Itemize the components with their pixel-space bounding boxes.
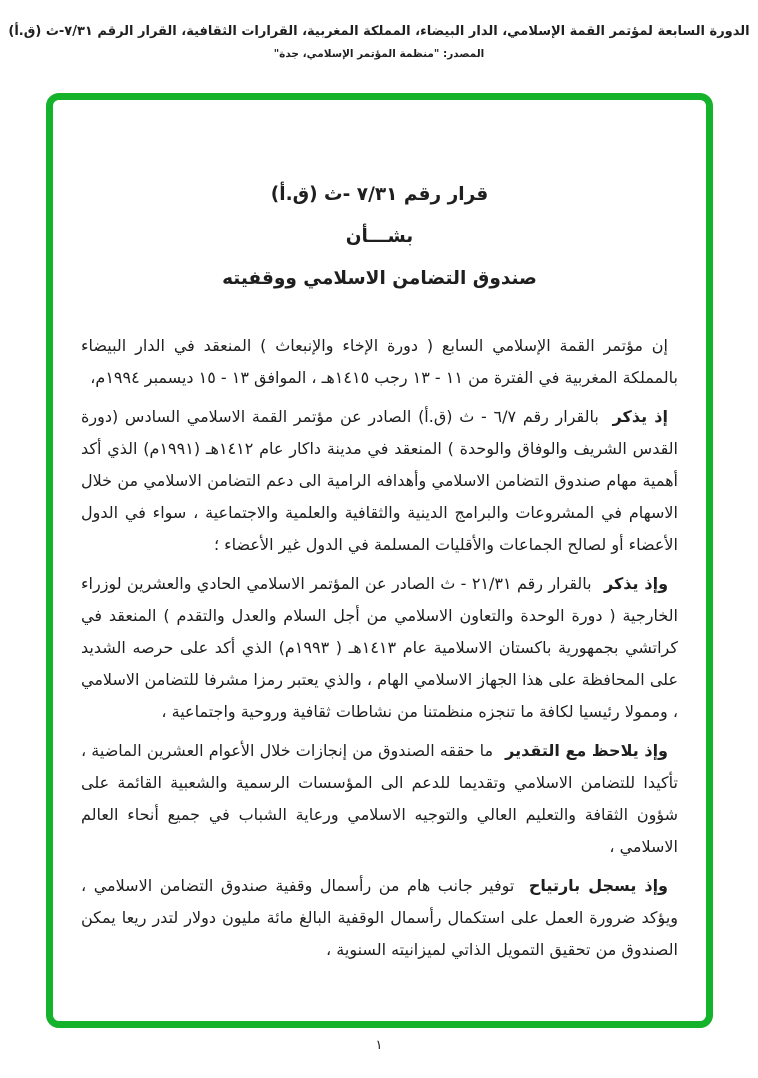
resolution-paragraph (81, 330, 678, 394)
paragraph-text: بالقرار رقم ٦/٧ - ث (ق.أ) الصادر عن مؤتمر القمة الاسلامي السادس (دورة القدس الشريف والوفاق والوحدة ) المنعقد في مدينة داكار عام ١٤١٢هـ (١٩٩١م) الذي أكد أهمية مهام صندوق التضامن الاسلامي وأهدافه الرامية الى دعم التضامن الاسلامي من خلال الاسهام في المشروعات والبرامج الدينية والثقافية والعلمية والاجتماعية ، سواء في الدول الأعضاء أو لصالح الجماعات والأقليات المسلمة في الدول غير الأعضاء ؛ (81, 407, 679, 554)
source-label: المصدر: (443, 48, 485, 60)
source-value: "منظمة المؤتمر الإسلامي، جدة" (273, 48, 440, 60)
resolution-paragraphs (81, 330, 678, 966)
resolution-number: قرار رقم ٧/٣١ -ث (ق.أ) (270, 184, 489, 205)
page-number: ١ (375, 1038, 383, 1053)
resolution-paragraph (81, 735, 678, 863)
header-source (0, 48, 758, 60)
paragraph-text: إن مؤتمر القمة الإسلامي السابع ( دورة الإخاء والإنبعاث ) المنعقد في الدار البيضاء بالمملكة المغربية في الفترة من ١١ - ١٣ رجب ١٤١٥هـ ، الموافق ١٣ - ١٥ ديسمبر ١٩٩٤م، (81, 336, 678, 387)
resolution-regarding: بشـــأن (345, 226, 414, 247)
green-border-frame (46, 93, 713, 1028)
paragraph-lead: إذ يذكر (612, 407, 669, 426)
document-header (0, 0, 758, 60)
paragraph-lead: وإذ يسجل بارتياح (528, 876, 668, 895)
resolution-title-block (81, 174, 678, 300)
resolution-paragraph (81, 568, 678, 728)
paragraph-lead: وإذ يذكر (604, 574, 669, 593)
paragraph-text: بالقرار رقم ٢١/٣١ - ث الصادر عن المؤتمر الاسلامي الحادي والعشرين لوزراء الخارجية ( دورة الوحدة والتعاون الاسلامي من أجل السلام والعدل والتقدم ) المنعقد في كراتشي بجمهورية باكستان الاسلامية عام ١٤١٣هـ ( ١٩٩٣م) الذي أكد على حرصه الشديد على المحافظة على هذا الجهاز الاسلامي الهام ، والذي يعتبر رمزا مشرفا للتضامن الاسلامي ، وممولا رئيسيا لكافة ما تنجزه منظمتنا من نشاطات ثقافية وروحية واجتماعية ، (81, 574, 679, 721)
paragraph-text: ما حققه الصندوق من إنجازات خلال الأعوام العشرين الماضية ، تأكيدا للتضامن الاسلامي وتقديما للدعم الى المؤسسات الرسمية والشعبية القائمة على شؤون الثقافة والتعليم العالي والتوجيه الاسلامي ورعاية الشباب في جميع أنحاء العالم الاسلامي ، (81, 741, 678, 856)
paragraph-text: توفير جانب هام من رأسمال وقفية صندوق التضامن الاسلامي ، ويؤكد ضرورة العمل على استكمال رأسمال الوقفية البالغ مائة مليون دولار لتدر ريعا يمكن الصندوق من تحقيق التمويل الذاتي لميزانيته السنوية ، (81, 876, 678, 959)
header-citation: الدورة السابعة لمؤتمر القمة الإسلامي، الدار البيضاء، المملكة المغربية، القرارات الثقافية، القرار الرقم ٧/٣١-ث (ق.أ) (8, 24, 750, 39)
resolution-paragraph (81, 401, 678, 561)
paragraph-lead: وإذ يلاحظ مع التقدير (505, 741, 668, 760)
resolution-subject: صندوق التضامن الاسلامي ووقفيته (222, 268, 537, 289)
resolution-paragraph (81, 870, 678, 966)
